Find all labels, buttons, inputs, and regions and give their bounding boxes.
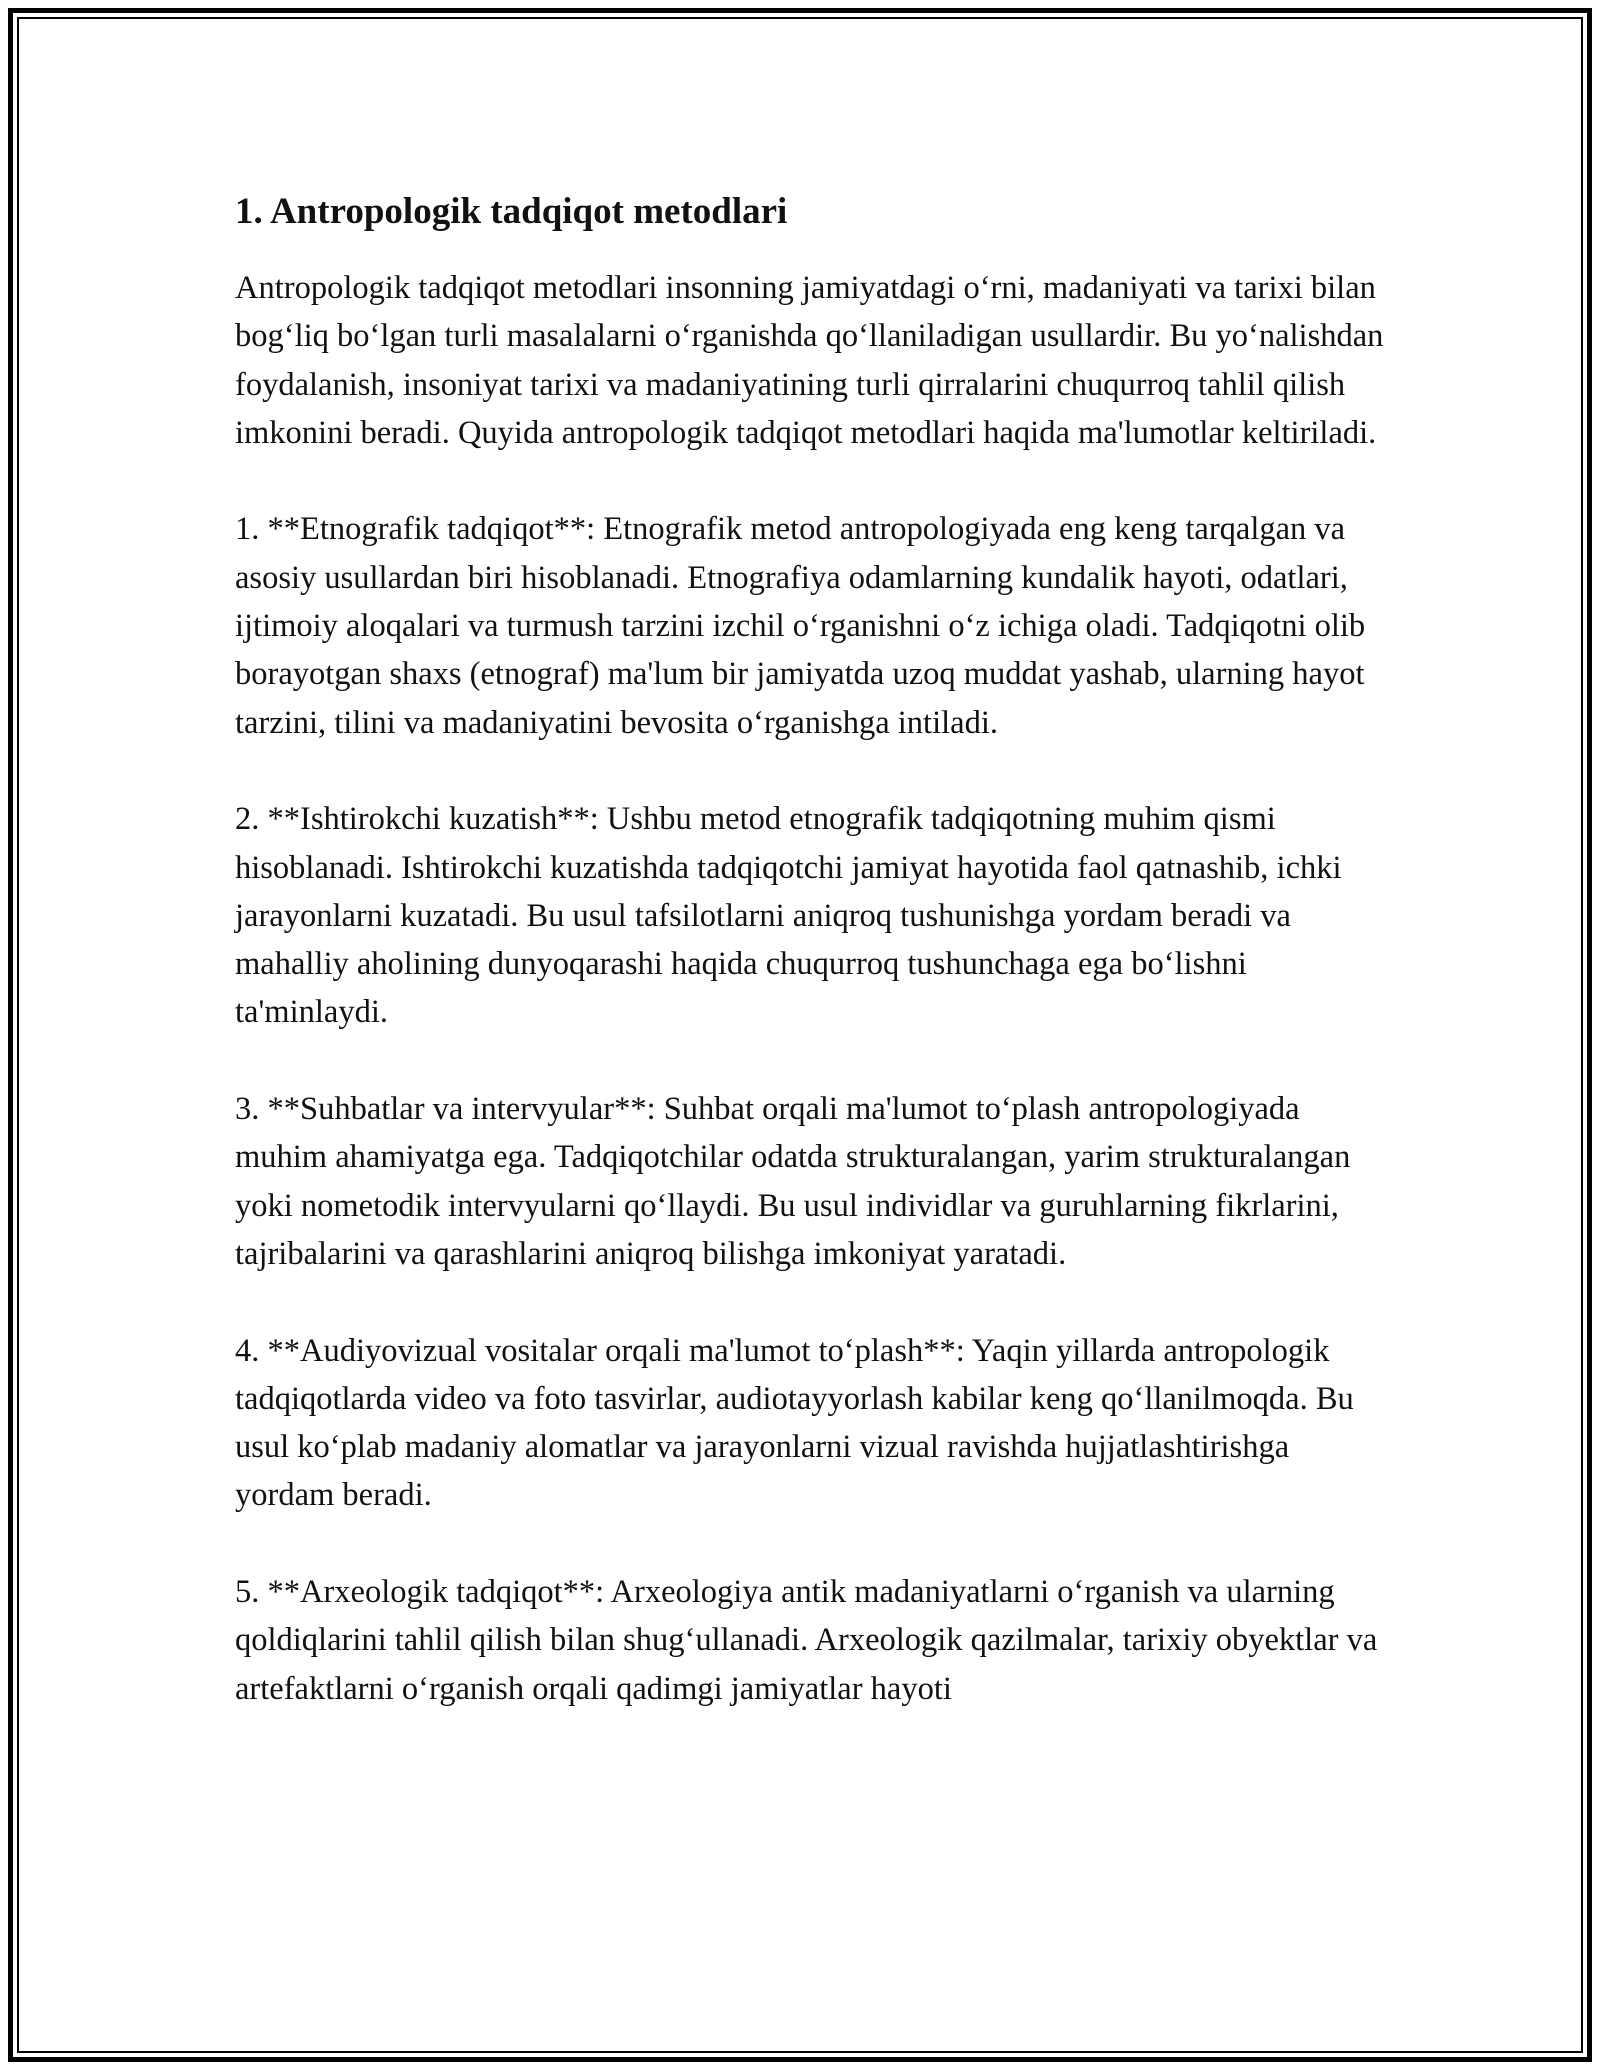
paragraph-suhbatlar-intervyular: 3. **Suhbatlar va intervyular**: Suhbat orqali ma'lumot to‘plash antropologiyada muhim ahamiyatga ega. Tadqiqotchilar odatda strukturalangan, yarim strukturalangan yoki nometodik intervyularni qo‘llaydi. Bu usul individlar va guruhlarning fikrlarini, tajribalarini va qarashlarini aniqroq bilishga imkoniyat yaratadi. — [235, 1091, 1351, 1272]
document-body — [235, 180, 1385, 1713]
document-title: 1. Antropologik tadqiqot metodlari — [235, 191, 788, 232]
intro-paragraph: Antropologik tadqiqot metodlari insonning jamiyatdagi o‘rni, madaniyati va tarixi bilan bog‘liq bo‘lgan turli masalalarni o‘rganishda qo‘llaniladigan usullardir. Bu yo‘nalishdan foydalanish, insoniyat tarixi va madaniyatining turli qirralarini chuqurroq tahlil qilish imkonini beradi. Quyida antropologik tadqiqot metodlari haqida ma'lumotlar keltiriladi. — [235, 270, 1384, 451]
paragraph-etnografik-tadqiqot: 1. **Etnografik tadqiqot**: Etnografik metod antropologiyada eng keng tarqalgan va asosiy usullardan biri hisoblanadi. Etnografiya odamlarning kundalik hayoti, odatlari, ijtimoiy aloqalari va turmush tarzini izchil o‘rganishni o‘z ichiga oladi. Tadqiqotni olib borayotgan shaxs (etnograf) ma'lum bir jamiyatda uzoq muddat yashab, ularning hayot tarzini, tilini va madaniyatini bevosita o‘rganishga intiladi. — [235, 511, 1366, 741]
paragraph-arxeologik-tadqiqot: 5. **Arxeologik tadqiqot**: Arxeologiya antik madaniyatlarni o‘rganish va ularning qoldiqlarini tahlil qilish bilan shug‘ullanadi. Arxeologik qazilmalar, tarixiy obyektlar va artefaktlarni o‘rganish orqali qadimgi jamiyatlar hayoti — [235, 1574, 1378, 1707]
paragraph-audiyovizual-vositalar: 4. **Audiyovizual vositalar orqali ma'lumot to‘plash**: Yaqin yillarda antropologik tadqiqotlarda video va foto tasvirlar, audiotayyorlash kabilar keng qo‘llanilmoqda. Bu usul ko‘plab madaniy alomatlar va jarayonlarni vizual ravishda hujjatlashtirishga yordam beradi. — [235, 1332, 1354, 1514]
paragraph-ishtirokchi-kuzatish: 2. **Ishtirokchi kuzatish**: Ushbu metod etnografik tadqiqotning muhim qismi hisoblanadi. Ishtirokchi kuzatishda tadqiqotchi jamiyat hayotida faol qatnashib, ichki jarayonlarni kuzatadi. Bu usul tafsilotlarni aniqroq tushunishga yordam beradi va mahalliy aholining dunyoqarashi haqida chuqurroq tushunchaga ega bo‘lishni ta'minlaydi. — [235, 801, 1342, 1031]
